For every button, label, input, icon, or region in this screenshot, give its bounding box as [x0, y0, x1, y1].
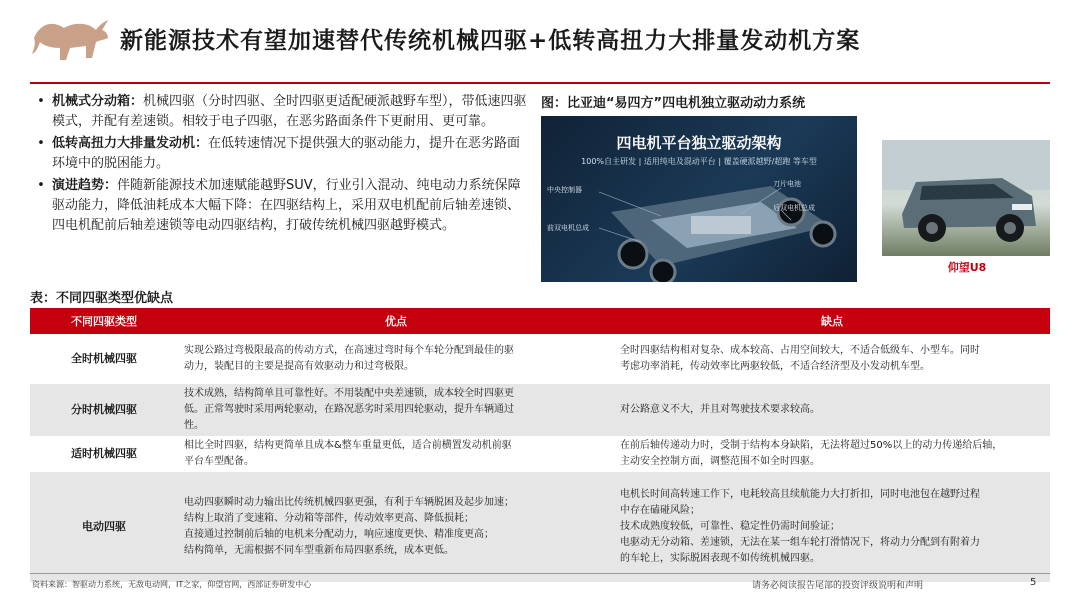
row-type: 适时机械四驱: [71, 447, 137, 460]
footer-source: 资料来源：智驱动力系统，无敌电动网，IT之家，仰望官网，西部证券研发中心: [32, 580, 312, 589]
bullet-text: 伴随新能源技术加速赋能越野SUV，行业引入混动、纯电动力系统保障驱动能力，降低油耗成本大幅下降：在四驱结构上，采用双电机配前后轴差速锁、四电机配前后轴差速锁等电动四驱结构，打破传统机械四驱越野模式。: [52, 178, 521, 233]
car-photo-image: [882, 140, 1050, 256]
chassis-illustration: [541, 116, 857, 282]
row-type: 电动四驱: [30, 472, 178, 582]
row-pros: 相比全时四驱，结构更简单且成本&整车重量更低，适合前横置发动机前驱 平台车型配备。: [184, 440, 512, 467]
table-row: [30, 472, 1050, 582]
figure-caption: 图：比亚迪“易四方”四电机独立驱动动力系统: [541, 96, 806, 111]
row-cons: 对公路意义不大，并且对驾驶技术要求较高。: [614, 384, 1050, 436]
row-pros: 技术成熟，结构简单且可靠性好。不用装配中央差速锁，成本较全时四驱更 低。正常驾驶时采用两轮驱动，在路况恶劣时采用四轮驱动，提升车辆通过 性。: [178, 384, 614, 436]
header-cons: 缺点: [614, 308, 1050, 334]
header-pros: 优点: [178, 308, 614, 334]
table-row: [30, 334, 1050, 384]
page-title: 新能源技术有望加速替代传统机械四驱+低转高扭力大排量发动机方案: [120, 28, 861, 54]
row-cons: 在前后轴传递动力时，受制于结构本身缺陷，无法将超过50%以上的动力传递给后轴， 主动安全控制方面，调整范围不如全时四驱。: [620, 440, 1003, 467]
bullet-lead: 演进趋势：: [52, 178, 118, 193]
row-cons: 电机长时间高转速工作下，电耗较高且续航能力大打折扣，同时电池包在越野过程 中存在磕碰风险； 技术成熟度较低，可靠性、稳定性仍需时间验证； 电驱动无分动箱、差速锁，无法在某一组车轮打滑情况下，将动力分配到有附着力 的车轮上，实际脱困表现不如传统机械四驱。: [614, 472, 1050, 582]
awd-comparison-table: [30, 308, 1050, 582]
bullet-item: [30, 134, 530, 174]
row-cons: 全时四驱结构相对复杂、成本较高、占用空间较大，不适合低级车、小型车。同时 考虑功率消耗，传动效率比两驱较低，不适合经济型及小发动机车型。: [620, 345, 980, 372]
table-row: [30, 384, 1050, 436]
table-row: [30, 436, 1050, 472]
row-type: 分时机械四驱: [30, 384, 178, 436]
bullet-lead: 机械式分动箱：: [52, 94, 144, 109]
label-blade-battery: 刀片电池: [773, 180, 801, 188]
header-type: 不同四驱类型: [30, 308, 178, 334]
powertrain-diagram-image: [541, 116, 857, 282]
suv-illustration: [882, 140, 1050, 256]
label-central-controller: 中央控制器: [547, 186, 582, 194]
table-header-row: [30, 308, 1050, 334]
title-divider: [30, 82, 1050, 84]
bull-logo-icon: [30, 18, 112, 64]
bullet-list: [30, 92, 530, 238]
page-number: 5: [1030, 577, 1037, 588]
label-front-motors: 前双电机总成: [547, 224, 589, 232]
bullet-dot: •: [37, 94, 45, 109]
bullet-text: 机械四驱（分时四驱、全时四驱更适配硬派越野车型），带低速四驱模式，并配有差速锁。相较于电子四驱，在恶劣路面条件下更耐用、更可靠。: [52, 94, 527, 129]
page-header: [0, 0, 1080, 78]
car-label: 仰望U8: [947, 261, 987, 274]
bullet-lead: 低转高扭力大排量发动机：: [52, 136, 209, 151]
bullet-item: [30, 176, 530, 236]
row-pros: 电动四驱瞬时动力输出比传统机械四驱更强，有利于车辆脱困及起步加速； 结构上取消了变速箱、分动箱等部件，传动效率更高、降低损耗； 直接通过控制前后轴的电机来分配动力，响应速度更快、精准度更高； 结构简单，无需根据不同车型重新布局四驱系统，成本更低。: [178, 472, 614, 582]
bullet-dot: •: [37, 136, 45, 151]
bullet-item: [30, 92, 530, 132]
label-rear-motors: 后双电机总成: [773, 204, 815, 212]
bullet-dot: •: [37, 178, 45, 193]
diagram-title: 四电机平台独立驱动架构: [616, 134, 782, 152]
footer-disclaimer: 请务必阅读报告尾部的投资评级说明和声明: [752, 581, 924, 591]
footer-divider: [30, 573, 1050, 574]
row-type: 全时机械四驱: [71, 352, 137, 365]
table-caption: 表：不同四驱类型优缺点: [30, 291, 174, 306]
bullet-text: 在低转速情况下提供强大的驱动能力，提升在恶劣路面环境中的脱困能力。: [52, 136, 521, 171]
diagram-subtitle: 100%自主研发 | 适用纯电及混动平台 | 覆盖硬派越野/超跑 等车型: [581, 157, 817, 166]
row-pros: 实现公路过弯极限最高的传动方式，在高速过弯时每个车轮分配到最佳的驱 动力，装配目的主要是提高有效驱动力和过弯极限。: [184, 345, 514, 372]
